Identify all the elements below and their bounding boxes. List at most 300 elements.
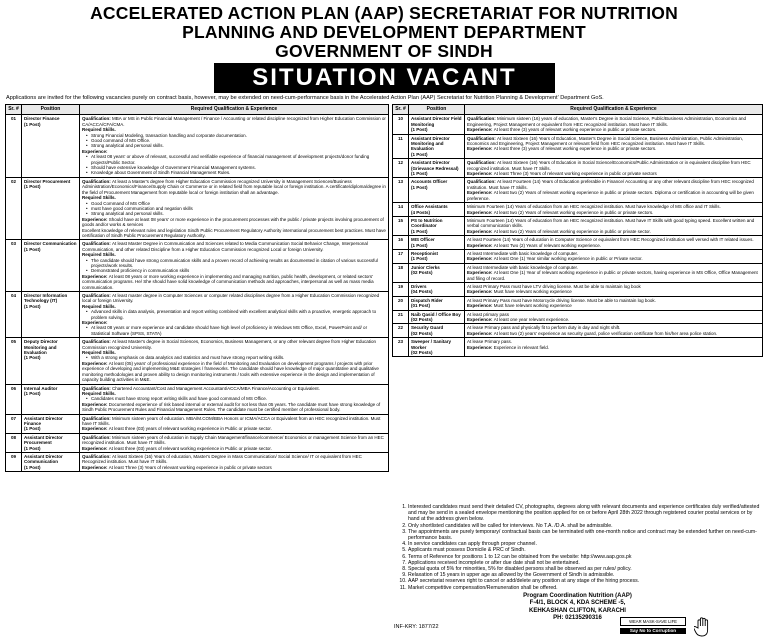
experience-text: At least Two (2) Years of relevant working experience. xyxy=(493,242,601,248)
row-requirements xyxy=(80,115,389,177)
table-row xyxy=(393,338,763,357)
qualification xyxy=(82,416,386,427)
experience xyxy=(82,402,386,413)
qualification-text: At least Fourteen (14) Years of Education preferable in Finance/ Accounting or any other relevant discipline from HEC recognized Institution. Must have IT Skills. xyxy=(467,179,754,190)
row-requirements xyxy=(465,203,763,217)
qualification-text: At least Sixteen (16) Years of education, Master's Degree in Mass Communication/ Social Science/ IT or equivalent from HEC Recognized institution. Must have IT Skills. xyxy=(82,453,362,465)
experience xyxy=(467,146,760,151)
row-position xyxy=(409,216,465,235)
experience-label: Experience: xyxy=(467,317,494,322)
experience-item: • At least 08 years' or above of relevant, successful and verifiable experience of financial management of development projects/donor funding projects/Public Sector. xyxy=(91,154,386,165)
signature-line-2: F-4/1, BLOCK 4, KDA SCHEME -5, xyxy=(529,600,626,607)
skills-label: Required Skills. xyxy=(82,390,116,396)
row-requirements xyxy=(465,134,763,159)
qualification-text: At least Master's degree in Social Sciences, Economics, Business Management, or any other relevant degree from Higher Education Commission recognized University. xyxy=(82,339,377,350)
qualification-label: Qualification: xyxy=(82,178,113,184)
position-posts: (1 Post) xyxy=(411,242,428,248)
row-requirements xyxy=(465,338,763,357)
qualification-text: At lease Primary pass. xyxy=(467,339,513,345)
experience-label: Experience: xyxy=(467,256,494,262)
row-sr: 08 xyxy=(6,433,22,452)
position-posts: (1 Post) xyxy=(411,228,428,234)
experience-label: Experience: xyxy=(82,445,109,451)
position-posts: (01 Post) xyxy=(411,303,431,309)
skills-label: Required Skills. xyxy=(82,195,116,201)
skills-list xyxy=(82,309,386,320)
row-position xyxy=(409,263,465,282)
header-line-1: ACCELERATED ACTION PLAN (AAP) SECRETARIAT FOR NUTRITION xyxy=(90,3,678,23)
header-line-3: GOVERNMENT OF SINDH xyxy=(275,41,493,61)
position-title: MIS Officer xyxy=(411,237,435,243)
row-requirements xyxy=(465,216,763,235)
row-sr: 21 xyxy=(393,310,409,324)
qualification-label: Qualification: xyxy=(467,116,498,122)
skills-label: Required Skills. xyxy=(82,303,116,309)
col-sr: Sr. # xyxy=(393,105,409,115)
row-sr: 14 xyxy=(393,203,409,217)
row-sr: 20 xyxy=(393,296,409,310)
table-row xyxy=(393,249,763,263)
experience xyxy=(467,331,760,336)
table-header-row xyxy=(393,105,763,115)
qualification-label: Qualification: xyxy=(467,179,498,185)
experience-text: At least one year relevant experience. xyxy=(493,317,570,322)
position-title: Dispatch Rider xyxy=(411,297,443,303)
experience-text: Should have at least 08 years' or more experience in the procurement processes with the public / private projects involving procurement of goods and/or works & services xyxy=(82,216,384,228)
vacancy-table-right xyxy=(392,104,763,357)
position-posts: (1 Post) xyxy=(24,303,41,309)
row-position xyxy=(22,177,80,239)
note-item: 2. Only shortlisted candidates will be called for interviews. No T.A. /D.A. shall be admissible. xyxy=(408,523,762,529)
experience-text: At least three (3) years of relevant working experience in public or private sectors. xyxy=(493,146,657,152)
row-sr: 09 xyxy=(6,452,22,471)
position-title: Junior Clerks xyxy=(411,264,440,270)
position-title: Director Procurement xyxy=(24,178,71,184)
qualification-text: At least Sixteen (16) Years of Education in Social Science/Economics/Public Administration or in equivalent discipline from HEC recognized institution. Must have IT Skills. xyxy=(467,160,751,171)
qualification-text: At least Intermediate with basic knowledge of computer. xyxy=(467,250,579,256)
position-title: Director Information Technology (IT) xyxy=(24,293,68,304)
position-title: Accounts Officer xyxy=(411,179,448,185)
skill-item: • Strong Financial Modeling, transaction handling and corporate documentation. xyxy=(91,133,386,138)
position-posts: (1 Post) xyxy=(411,184,428,190)
experience-label: Experience: xyxy=(82,464,109,470)
position-title: Naib Qasid / Office Boy xyxy=(411,311,461,317)
row-sr: 02 xyxy=(6,177,22,239)
experience xyxy=(467,317,760,322)
row-sr: 19 xyxy=(393,282,409,296)
experience-text: At least two (2) Years of relevant working experience in public or private sectors. xyxy=(493,209,654,215)
row-sr: 12 xyxy=(393,159,409,178)
experience xyxy=(467,289,760,294)
row-sr: 05 xyxy=(6,338,22,384)
row-requirements xyxy=(80,292,389,338)
row-sr: 06 xyxy=(6,384,22,414)
experience-text: At least two (2) years' experience as security guard, police verification certificate from his/her area police station. xyxy=(493,330,718,336)
experience-list xyxy=(82,325,386,336)
experience xyxy=(467,345,760,350)
experience-label: Experience: xyxy=(467,289,494,295)
skills-label: Required Skills. xyxy=(82,127,116,133)
experience xyxy=(467,270,760,281)
hand-stop-icon xyxy=(694,616,712,638)
experience-label: Experience: xyxy=(82,360,109,366)
row-sr: 11 xyxy=(393,134,409,159)
row-position xyxy=(409,249,465,263)
row-position xyxy=(22,414,80,433)
qualification-text: Minimum sixteen years of education in Supply Chain Management/finance/commerce/ Economics or management Science from an HEC recognized institution. Must have IT Skills. xyxy=(82,434,384,446)
row-requirements xyxy=(80,433,389,452)
experience xyxy=(467,127,760,132)
signature-line-4: PH: 02135290316 xyxy=(553,615,602,622)
experience-text: At least One (1) Year similar working experience in public or Private sector. xyxy=(493,256,643,262)
table-row xyxy=(6,452,389,471)
row-sr: 07 xyxy=(6,414,22,433)
row-sr: 10 xyxy=(393,115,409,134)
row-position xyxy=(409,178,465,203)
experience-label: Experience: xyxy=(82,401,109,407)
vacancy-table-left xyxy=(5,104,389,472)
situation-vacant-banner: SITUATION VACANT xyxy=(214,63,555,93)
row-position xyxy=(22,115,80,177)
table-row xyxy=(6,433,389,452)
qualification-text: At least master degree in Computer Sciences or computer related disciplines degree from a Higher Education Commission recognized local or foreign University. xyxy=(82,293,380,304)
qualification-text: MBA or MS in Public Financial Management / Finance / Accounting or related discipline recognized from Higher Education Commission or CA/ACCA/CFA/CMA. xyxy=(82,116,386,127)
experience-text: At least three (3) years of relevant working experience in public or private sectors. xyxy=(493,127,657,133)
row-requirements xyxy=(465,249,763,263)
col-requirements: Required Qualification & Experience xyxy=(80,105,389,115)
row-sr: 13 xyxy=(393,178,409,203)
row-position xyxy=(409,296,465,310)
qualification-text: Minimum Fourteen (14) Years of education from an HEC recognized institution. Must have IT Skills with good typing speed. Excellent written and verbal communication skills. xyxy=(467,217,755,229)
table-row xyxy=(6,115,389,177)
position-posts: (02 Posts) xyxy=(411,270,433,276)
position-title: Assistant Director Communication xyxy=(24,453,63,465)
experience xyxy=(82,274,386,290)
note-item: 6. Terms of Reference for positions 1 to 12 can be obtained from the website: http://www.aap.gos.pk xyxy=(408,554,762,560)
row-requirements xyxy=(80,240,389,292)
row-requirements xyxy=(465,282,763,296)
qualification xyxy=(82,241,386,252)
experience-label: Experience: xyxy=(467,344,494,350)
qualification-label: Qualification: xyxy=(82,241,113,247)
experience-label: Experience: xyxy=(82,273,109,279)
table-row xyxy=(6,240,389,292)
table-row xyxy=(393,324,763,338)
experience-text: At least three (03) years of relevant working experience in Public or private sector. xyxy=(108,426,272,432)
qualification-label: Qualification: xyxy=(82,293,113,298)
position-posts: (4 Posts) xyxy=(411,209,431,215)
position-title: Security Guard xyxy=(411,325,444,331)
experience-text: At least three (03) years of relevant working experience in Public or private sector. xyxy=(108,445,272,451)
experience xyxy=(467,190,760,201)
position-posts: (1 Post) xyxy=(411,171,428,177)
row-sr: 03 xyxy=(6,240,22,292)
position-posts: (02 Posts) xyxy=(411,330,433,336)
row-requirements xyxy=(80,338,389,384)
position-posts: (1 Post) xyxy=(24,426,41,432)
row-position xyxy=(22,240,80,292)
row-position xyxy=(22,452,80,471)
row-sr: 16 xyxy=(393,236,409,250)
skill-item: • Good command of MS Office. xyxy=(91,138,386,143)
skills-list xyxy=(82,355,386,360)
skill-item: • Demonstrated proficiency in communication skills xyxy=(91,268,386,273)
note-item: 8. Special quota of 5% for minorities, 5% for disabled persons shall be observed as per rules/ policy. xyxy=(408,566,762,572)
corruption-badge: Say No to Corruption xyxy=(620,628,686,634)
qualification xyxy=(467,136,760,147)
position-title: Assistant Director Procurement xyxy=(24,434,63,446)
qualification-text: At least Primary Pass must have Motorcycle driving license. Must be able to maintain log book. xyxy=(467,297,656,303)
experience xyxy=(467,256,760,261)
qualification xyxy=(82,293,386,304)
qualification-text: At least Intermediate with basic knowledge of computer. xyxy=(467,264,579,270)
position-title: Drivers xyxy=(411,283,427,289)
terms-notes xyxy=(394,504,762,591)
row-requirements xyxy=(465,236,763,250)
skills-label: Required Skills. xyxy=(82,252,116,258)
signature-line-3: KEHKASHAN CLIFTON, KARACHI xyxy=(529,607,626,614)
qualification xyxy=(82,179,386,195)
skill-item: • Candidates must have strong report writing skills and have good command of MS Office. xyxy=(91,396,386,401)
qualification-text: Chartered Accountant/Cost and Management Accountant/ACCA/MBA Finance/Accounting or Equivalent. xyxy=(112,385,320,391)
experience-text: At least Three (3) Years of relevant working experience in public or private sectors xyxy=(108,464,272,470)
col-requirements: Required Qualification & Experience xyxy=(465,105,763,115)
note-item: 1. Interested candidates must send their detailed CV, photographs, degrees along with relevant documents and experience certificates duly verified/attested and may be send in a sealed envelope mentioning the position applied for on or before April 28th 2022 through registered courier postal services or by hand at the address given below. xyxy=(408,504,762,523)
qualification xyxy=(82,454,386,465)
position-title: Receptionist xyxy=(411,250,439,256)
row-sr: 17 xyxy=(393,249,409,263)
qualification-label: Qualification: xyxy=(82,385,113,391)
note-item: 4. In service candidates can apply through proper channel. xyxy=(408,541,762,547)
row-sr: 18 xyxy=(393,263,409,282)
experience-text: Documented experience of risk based internal or external audit for not less than 05 years. The candidate must have strong knowledge of Sindh Public Procurement Rules and Financial Management Rules. The candidate must be certified member of professional body. xyxy=(82,401,381,413)
qualification-text: Minimum sixteen years of education. MBA/M.COM/BBA Honors or ICMA/ACCA or Equivalent from an HEC recognized institution. Must have IT Skills. xyxy=(82,415,381,426)
experience xyxy=(467,243,760,248)
row-position xyxy=(22,338,80,384)
row-requirements xyxy=(80,414,389,433)
skill-item: • With a strong emphasis on data analytics and statistics and must have strong report writing skills. xyxy=(91,355,386,360)
row-requirements xyxy=(465,115,763,134)
experience-label: Experience: xyxy=(467,228,494,234)
table-row xyxy=(393,203,763,217)
position-title: Assistant Director Field Monitoring xyxy=(411,116,462,127)
experience-item: • Should have extensive knowledge of Government Financial Management systems. xyxy=(91,165,386,170)
experience-list xyxy=(82,154,386,176)
experience xyxy=(467,210,760,215)
table-row xyxy=(393,216,763,235)
position-posts: (04 Posts) xyxy=(411,289,433,295)
experience-item: • Knowledge about Government of Sindh Financial Management Rules. xyxy=(91,170,386,175)
row-position xyxy=(22,384,80,414)
row-position xyxy=(409,338,465,357)
row-requirements xyxy=(465,263,763,282)
experience-label: Experience: xyxy=(467,146,494,152)
table-row xyxy=(6,292,389,338)
signature-line-1: Program Coordination Nutrition (AAP) xyxy=(523,593,632,599)
table-row xyxy=(6,414,389,433)
position-posts: (1 Post) xyxy=(24,184,41,190)
table-row xyxy=(393,159,763,178)
qualification-text: Minimum sixteen (16) years of education, Master's Degree in Social Science, Public/Business Administration, Economics and Engineering, Project Management or equivalent from HEC recognized institution. Must have IT Skills. xyxy=(467,116,746,127)
row-position xyxy=(22,433,80,452)
row-requirements xyxy=(80,384,389,414)
table-row xyxy=(393,178,763,203)
position-title: Deputy Director Monitoring and Evaluation xyxy=(24,339,58,356)
position-posts: (1 Post) xyxy=(411,256,428,262)
position-posts: (1 Post) xyxy=(24,246,41,252)
row-sr: 15 xyxy=(393,216,409,235)
table-row xyxy=(6,177,389,239)
skills-list xyxy=(82,258,386,274)
experience xyxy=(467,229,760,234)
experience xyxy=(467,171,760,176)
row-requirements xyxy=(465,296,763,310)
experience-text: At least One (1) Year of relevant working experience in public or private sectors, having experience in MS Office, Office Management and filing of record. xyxy=(467,270,758,281)
experience xyxy=(82,465,386,470)
table-row xyxy=(393,310,763,324)
table-row xyxy=(393,236,763,250)
row-position xyxy=(409,134,465,159)
experience-label: Experience: xyxy=(467,209,494,215)
row-position xyxy=(409,115,465,134)
qualification-text: At least a Master's degree from Higher Education Commission recognized University in Management Sciences/Business Administration/Economics/Finance/Supply Chain or Commerce or in related field from reputable local or foreign institution. A certificate/diploma/degree in the field of Procurement Management from reputable local or foreign institution shall an advantage. xyxy=(82,178,386,195)
note-item: 7. Applications received incomplete or after due date shall not be entertained. xyxy=(408,560,762,566)
experience-label: Experience: xyxy=(467,242,494,248)
col-position: Position xyxy=(22,105,80,115)
experience-label: Experience: xyxy=(467,330,494,336)
table-row xyxy=(393,263,763,282)
note-item: 3. The appointments are purely temporary/ contractual basis can be terminated with one-month notice and contract may be extended further on need-cum-performance basis. xyxy=(408,529,762,541)
skill-item: • Strong analytical and personal skills. xyxy=(91,143,386,148)
skills-list xyxy=(82,133,386,149)
row-requirements xyxy=(465,310,763,324)
extra-text: Excellent knowledge of relevant rules and legislation Sindh Public Procurement Regulatory Authority international procurement best practices. Must have certification of Sindh Public Procurement Regulatory Authority. xyxy=(82,227,386,238)
experience-text: At least Three (3) Years of relevant working experience in public or private sectors xyxy=(493,171,657,177)
qualification-text: Minimum Fourteen (14) Years of education from an HEC recognized institution. Must have knowledge of MS office and IT Skills. xyxy=(467,204,721,210)
qualification-label: Qualification: xyxy=(82,415,113,421)
experience xyxy=(82,446,386,451)
position-posts: (02 Posts) xyxy=(411,350,433,356)
row-requirements xyxy=(465,159,763,178)
row-sr: 23 xyxy=(393,338,409,357)
experience-label: Experience: xyxy=(82,216,109,222)
experience-text: Experience in relevant field. xyxy=(493,344,550,350)
row-requirements xyxy=(80,452,389,471)
table-row xyxy=(6,384,389,414)
position-posts: (02 Posts) xyxy=(411,317,433,322)
position-posts: (1 Post) xyxy=(24,355,41,361)
note-item: 11. Market competitive compensation/Remuneration shall be offered. xyxy=(408,585,762,591)
page-header xyxy=(0,4,768,61)
note-item: 9. Relaxation of 15 years in upper age as allowed by the Government of Sindh is admissible. xyxy=(408,572,762,578)
table-row xyxy=(393,115,763,134)
row-sr: 01 xyxy=(6,115,22,177)
experience-label: Experience: xyxy=(467,127,494,133)
position-posts: (1 Post) xyxy=(24,464,41,470)
skills-label: Required Skills. xyxy=(82,350,116,356)
col-position: Position xyxy=(409,105,465,115)
note-item: 5. Applicants must possess Domicile & PRC of Sindh. xyxy=(408,547,762,553)
qualification-text: At lease Primary pass and physically fit to perform duty in day and night shift. xyxy=(467,325,621,331)
position-title: Internal Auditor xyxy=(24,385,58,391)
table-row xyxy=(6,338,389,384)
row-requirements xyxy=(80,177,389,239)
skill-item: • Good Command of MS Office xyxy=(91,201,386,206)
skills-list xyxy=(82,201,386,217)
experience-label: Experience: xyxy=(467,190,494,196)
experience-text: Must have relevant working experience xyxy=(493,289,572,295)
position-posts: (1 Post) xyxy=(411,127,428,133)
experience-label: Experience: xyxy=(82,320,108,326)
experience-label: Experience: xyxy=(82,148,108,154)
position-title: Assistant Director (Grievance Redressal) xyxy=(411,160,459,171)
experience-label: Experience: xyxy=(82,426,109,432)
qualification-text: At least Primary Pass must have LTV driving license. Must be able to maintain log book xyxy=(467,283,641,289)
row-position xyxy=(409,324,465,338)
experience-label: Experience: xyxy=(467,270,494,276)
qualification-label: Qualification: xyxy=(82,339,113,345)
experience-text: At least two (2) Years of relevant working experience in public or private sector. xyxy=(493,228,651,234)
row-position xyxy=(22,292,80,338)
table-header-row xyxy=(6,105,389,115)
qualification-text: At least Master Degree in Communication and Sciences related to Media Communication Social Behavior Change, Interpersonal Communication, and other related Discipline from a Higher Education Commission recognized Local or foreign University. xyxy=(82,241,368,252)
position-posts: (1 Post) xyxy=(411,151,428,157)
row-sr: 22 xyxy=(393,324,409,338)
qualification-label: Qualification: xyxy=(82,434,113,440)
row-position xyxy=(409,236,465,250)
qualification-label: Qualification: xyxy=(467,160,498,166)
position-title: Assistant Director Finance xyxy=(24,415,63,426)
note-item: 10. AAP secretariat reserves right to cancel or add/delete any position at any stage of the hiring process. xyxy=(408,578,762,584)
position-posts: (1 Post) xyxy=(24,390,41,396)
experience xyxy=(82,217,386,228)
row-position xyxy=(409,159,465,178)
qualification xyxy=(467,179,760,190)
row-position xyxy=(409,310,465,324)
table-row xyxy=(393,282,763,296)
qualification-label: Qualification: xyxy=(82,453,113,459)
experience xyxy=(82,426,386,431)
qualification-label: Qualification: xyxy=(82,116,113,122)
row-requirements xyxy=(465,324,763,338)
experience-text: At least two (2) Years of relevant working experience in public or private sectors. Diploma or certification in accounting will be given preference. xyxy=(467,190,754,201)
position-title: Director Finance xyxy=(24,116,60,122)
position-title: Director Communication xyxy=(24,241,77,247)
qualification-label: Qualification: xyxy=(467,135,498,141)
experience-item: • At least 08 years or more experience and candidate should have high level of proficiency in Windows MS Office, Excel, PowerPoint and/ or Statistical Software (SPSS, STATA) xyxy=(91,325,386,336)
position-title: Assistant Director Monitoring and Evaluation xyxy=(411,135,450,152)
experience-text: Must have relevant working experience xyxy=(493,303,572,309)
position-posts: (1 Post) xyxy=(24,121,41,127)
row-requirements xyxy=(465,178,763,203)
qualification-text: At least Fourteen (14) Years of education in Computer Science or equivalent from HEC Recognized institution well versed with IT related issues. xyxy=(467,237,754,243)
qualification-text: At least primary pass xyxy=(467,311,510,317)
skill-item: • Strong analytical and personal skills. xyxy=(91,211,386,216)
qualification xyxy=(82,339,386,350)
skill-item: • must have good communication and negation skills xyxy=(91,206,386,211)
inf-number: INF-KRY: 1877/22 xyxy=(394,624,439,630)
experience-label: Experience: xyxy=(467,171,494,177)
position-posts: (1 Post) xyxy=(24,445,41,451)
experience-text: At least (05) years' of professional experience in the field of Monitoring and Evaluation on development programs / projects with prior experience of developing and implementing M&E strategies / frameworks. The candidate should have knowledge of major quantitative and qualitative monitoring methodologies and proven ability to design monitoring instruments / tools with extensive experience in the design and implementation of capacity building activities in M&E. xyxy=(82,360,379,383)
qualification xyxy=(467,116,760,127)
header-line-2: PLANNING AND DEVELOPMENT DEPARTMENT xyxy=(182,22,586,42)
table-row xyxy=(393,134,763,159)
experience-text: At least 08 years or more working experience in implementing and managing nutrition, public health, development, or related sectors' communication programs. He/ She should have solid knowledge of communication methods and approaches, interpersonal as well as mass media communication. xyxy=(82,273,374,290)
row-position xyxy=(409,203,465,217)
skill-item: • Advanced skills in data analysis, presentation and report writing combined with excellent analytical skills with a proactive, energetic approach to problem solving. xyxy=(91,309,386,320)
position-title: Office Assistants xyxy=(411,204,448,210)
